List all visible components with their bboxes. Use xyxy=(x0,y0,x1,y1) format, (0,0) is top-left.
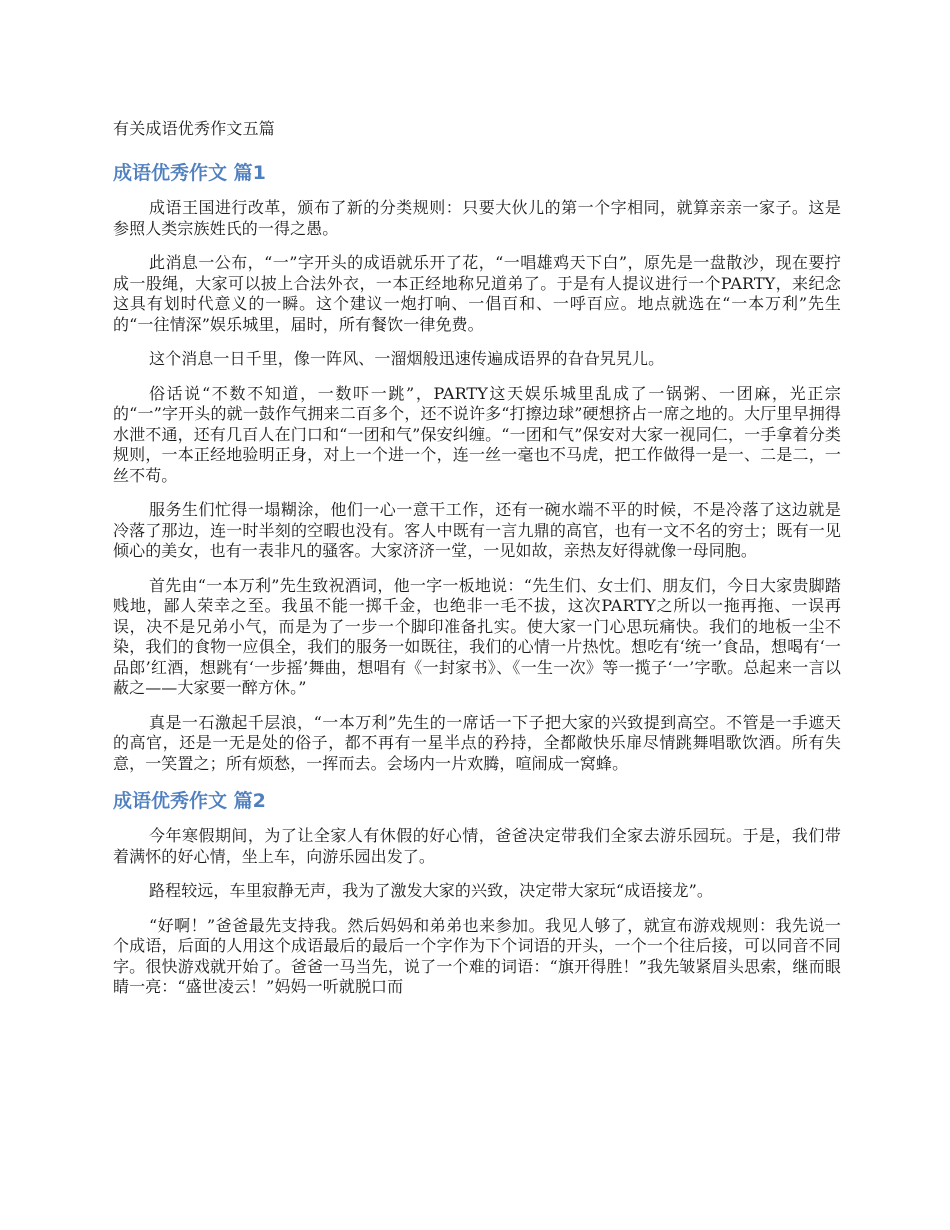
document-page xyxy=(113,118,841,1012)
paragraph: “好啊！”爸爸最先支持我。然后妈妈和弟弟也来参加。我见人够了，就宣布游戏规则：我先说一个成语，后面的人用这个成语最后的最后一个字作为下个词语的开头，一个一个往后接，可以同音不同字。很快游戏就开始了。爸爸一马当先，说了一个难的词语：“旗开得胜！”我先皱紧眉头思索，继而眼睛一亮：“盛世凌云！”妈妈一听就脱口而 xyxy=(113,915,841,996)
paragraph: 今年寒假期间，为了让全家人有休假的好心情，爸爸决定带我们全家去游乐园玩。于是，我们带着满怀的好心情，坐上车，向游乐园出发了。 xyxy=(113,826,841,866)
paragraph: 真是一石激起千层浪，“一本万利”先生的一席话一下子把大家的兴致提到高空。不管是一手遮天的高官，还是一无是处的俗子，都不再有一星半点的矜持，全都敞快乐扉尽情跳舞唱歌饮酒。所有失意，一笑置之；所有烦愁，一挥而去。会场内一片欢腾，喧闹成一窝蜂。 xyxy=(113,712,841,773)
paragraph: 俗话说“不数不知道，一数吓一跳”，PARTY这天娱乐城里乱成了一锅粥、一团麻，光正宗的“一”字开头的就一鼓作气拥来二百多个，还不说许多“打擦边球”硬想挤占一席之地的。大厅里早拥得水泄不通，还有几百人在门口和“一团和气”保安纠缠。“一团和气”保安对大家一视同仁，一手拿着分类规则，一本正经地验明正身，对上一个进一个，连一丝一毫也不马虎，把工作做得一是一、二是二，一丝不苟。 xyxy=(113,383,841,485)
paragraph: 服务生们忙得一塌糊涂，他们一心一意干工作，还有一碗水端不平的时候，不是冷落了这边就是冷落了那边，连一时半刻的空暇也没有。客人中既有一言九鼎的高官，也有一文不名的穷士；既有一见倾心的美女，也有一表非凡的骚客。大家济济一堂，一见如故，亲热友好得就像一母同胞。 xyxy=(113,500,841,560)
paragraph: 此消息一公布，“一”字开头的成语就乐开了花，“一唱雄鸡天下白”，原先是一盘散沙，现在要拧成一股绳，大家可以披上合法外衣，一本正经地称兄道弟了。于是有人提议进行一个PARTY，来纪念这具有划时代意义的一瞬。这个建议一炮打响、一倡百和、一呼百应。地点就选在“一本万利”先生的“一往情深”娱乐城里，届时，所有餐饮一律免费。 xyxy=(113,253,841,334)
section-heading: 成语优秀作文 篇2 xyxy=(113,790,266,812)
paragraph: 这个消息一日千里，像一阵风、一溜烟般迅速传遍成语界的旮旮旯旯儿。 xyxy=(149,349,665,368)
essay-section-2 xyxy=(113,788,841,998)
paragraph: 路程较远，车里寂静无声，我为了激发大家的兴致，决定带大家玩“成语接龙”。 xyxy=(149,881,713,900)
document-title: 有关成语优秀作文五篇 xyxy=(113,119,276,138)
essay-section-1 xyxy=(113,160,841,774)
section-heading: 成语优秀作文 篇1 xyxy=(113,162,266,184)
paragraph: 首先由“一本万利”先生致祝酒词，他一字一板地说：“先生们、女士们、朋友们，今日大家贵脚踏贱地，鄙人荣幸之至。我虽不能一掷千金，也绝非一毛不拔，这次PARTY之所以一拖再拖、一误再误，决不是兄弟小气，而是为了一步一个脚印准备扎实。使大家一门心思玩痛快。我们的地板一尘不染，我们的食物一应俱全，我们的服务一如既往，我们的心情一片热忱。想吃有‘统一’食品，想喝有‘一品郎’红酒，想跳有‘一步摇’舞曲，想唱有《一封家书》、《一生一次》等一揽子‘一’字歌。总起来一言以蔽之——大家要一醉方休。” xyxy=(113,575,841,697)
paragraph: 成语王国进行改革，颁布了新的分类规则：只要大伙儿的第一个字相同，就算亲亲一家子。这是参照人类宗族姓氏的一得之愚。 xyxy=(113,198,841,238)
